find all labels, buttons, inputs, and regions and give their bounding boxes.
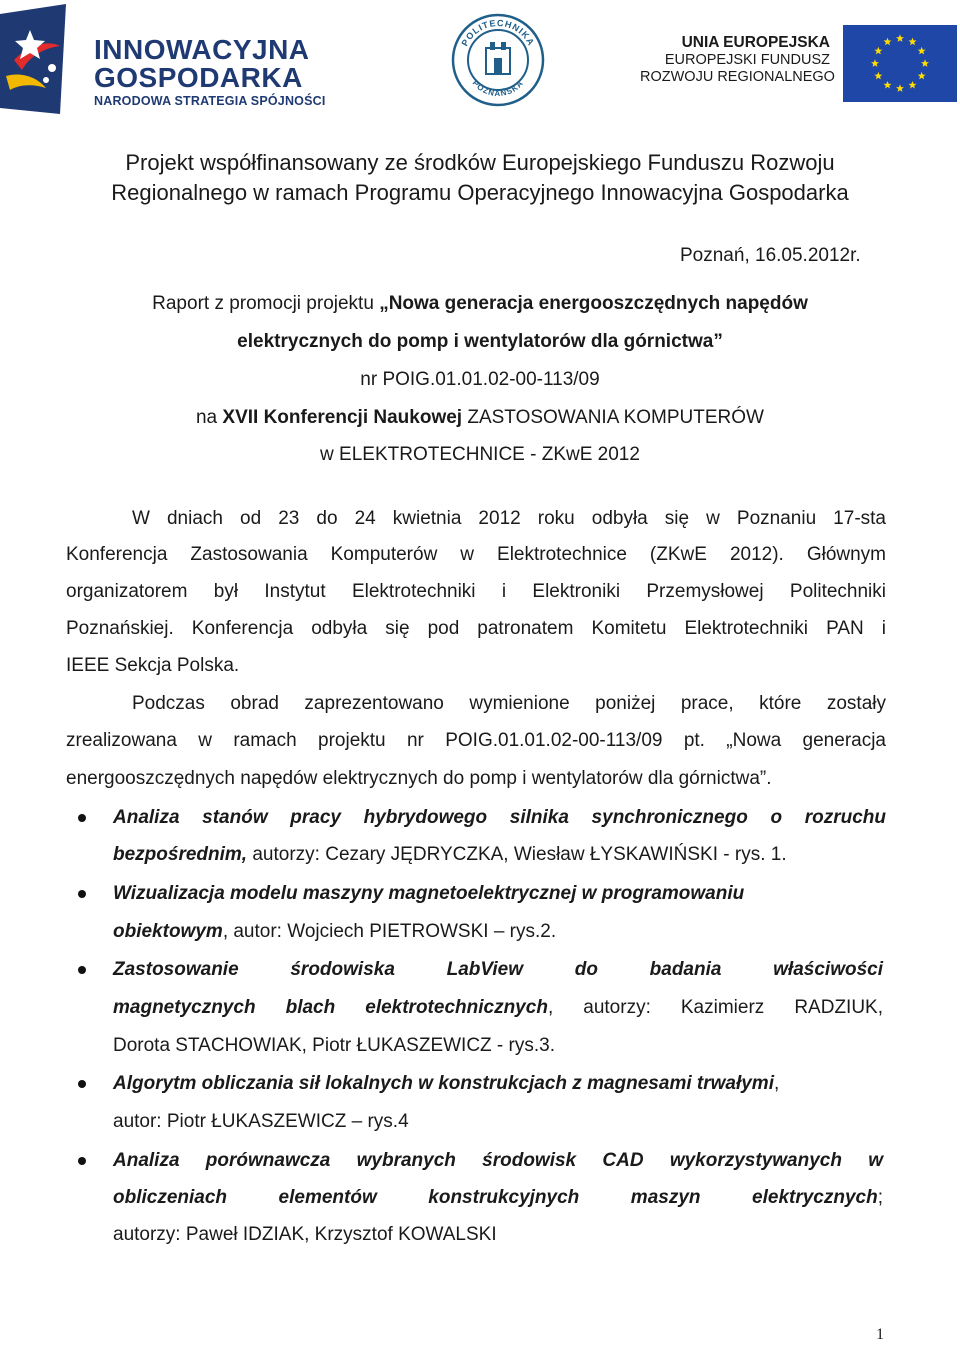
work-5-line-3: autorzy: Paweł IDZIAK, Krzysztof KOWALSKI xyxy=(113,1224,497,1245)
work-3-authors: , autorzy: Kazimierz RADZIUK, xyxy=(547,997,884,1018)
p1-line-1: W dniach od 23 do 24 kwietnia 2012 roku odbyła się w Poznaniu 17-sta xyxy=(132,508,886,529)
conf-name: XVII Konferencji Naukowej xyxy=(222,407,463,428)
conference-line-2: w ELEKTROTECHNICE - ZKwE 2012 xyxy=(320,444,640,465)
innowacyjna-gospodarka-logo xyxy=(0,4,340,114)
project-name-part-1: „Nowa generacja energooszczędnych napędów xyxy=(379,293,808,314)
title-prefix: Raport z promocji projektu xyxy=(152,293,380,314)
conf-suffix: ZASTOSOWANIA KOMPUTERÓW xyxy=(462,407,764,428)
p1-line-5: IEEE Sekcja Polska. xyxy=(66,655,240,676)
p1-line-2: Konferencja Zastosowania Komputerów w Elektrotechnice (ZKwE 2012). Głównym xyxy=(66,544,886,565)
work-5-title-line-1: Analiza porównawcza wybranych środowisk CAD wykorzystywanych w xyxy=(113,1150,883,1171)
eu-line2: EUROPEJSKI FUNDUSZ xyxy=(664,52,830,68)
bullet-icon xyxy=(78,1080,86,1088)
svg-text:POLITECHNIKA xyxy=(459,18,536,48)
pp-logo-top-text: POLITECHNIKA xyxy=(459,17,537,48)
eu-line1: UNIA EUROPEJSKA xyxy=(681,34,830,51)
work-4-line-1 xyxy=(113,1072,779,1096)
work-3-title-line-1: Zastosowanie środowiska LabView do badania właściwości xyxy=(113,959,883,980)
p2-line-2: zrealizowana w ramach projektu nr POIG.01.01.02-00-113/09 pt. „Nowa generacja xyxy=(66,730,886,751)
work-5-title-line-2: obliczeniach elementów konstrukcyjnych maszyn elektrycznych xyxy=(113,1187,878,1208)
work-1-authors: autorzy: Cezary JĘDRYCZKA, Wiesław ŁYSKAWIŃSKI - rys. 1. xyxy=(247,844,787,865)
pp-logo-bottom-text: POZNAŃSKA xyxy=(470,78,526,99)
work-3-title-line-2: magnetycznych blach elektrotechnicznych xyxy=(113,997,548,1018)
document-date: Poznań, 16.05.2012r. xyxy=(680,245,861,266)
work-5-semicolon: ; xyxy=(877,1187,883,1208)
politechnika-poznanska-logo-icon xyxy=(450,12,546,108)
eu-line3: ROZWOJU REGIONALNEGO xyxy=(640,69,835,85)
project-name-part-2: elektrycznych do pomp i wentylatorów dla górnictwa” xyxy=(237,331,723,352)
conf-prefix: na xyxy=(195,407,223,428)
work-4-title-line-1: Algorytm obliczania sił lokalnych w konstrukcjach z magnesami trwałymi xyxy=(113,1073,774,1094)
page-header xyxy=(0,0,960,120)
bullet-icon xyxy=(78,890,86,898)
ig-line3: NARODOWA STRATEGIA SPÓJNOŚCI xyxy=(94,94,326,108)
bullet-icon xyxy=(78,1157,86,1165)
work-5-line-2 xyxy=(113,1186,883,1210)
ig-line2: GOSPODARKA xyxy=(94,62,303,93)
p2-line-1: Podczas obrad zaprezentowano wymienione poniżej prace, które zostały xyxy=(132,693,886,714)
cofinance-line-2: Regionalnego w ramach Programu Operacyjnego Innowacyjna Gospodarka xyxy=(111,180,849,205)
ig-line1: INNOWACYJNA xyxy=(94,34,310,65)
work-4-comma: , xyxy=(773,1073,780,1094)
work-4-line-2: autor: Piotr ŁUKASZEWICZ – rys.4 xyxy=(113,1111,409,1132)
cofinance-line-1: Projekt współfinansowany ze środków Europejskiego Funduszu Rozwoju xyxy=(125,150,835,175)
p1-line-3: organizatorem był Instytut Elektrotechniki i Elektroniki Przemysłowej Politechniki xyxy=(66,581,886,602)
work-3-line-2 xyxy=(113,996,883,1020)
work-2-title-line-1: Wizualizacja modelu maszyny magnetoelektrycznej w programowaniu xyxy=(113,883,745,904)
project-number: nr POIG.01.01.02-00-113/09 xyxy=(360,369,600,390)
svg-text:POZNAŃSKA xyxy=(471,78,526,98)
work-1-title-line-1: Analiza stanów pracy hybrydowego silnika synchronicznego o rozruchu xyxy=(113,807,886,828)
report-title-line-1 xyxy=(0,292,960,316)
bullet-icon xyxy=(78,966,86,974)
work-1-title-line-2: bezpośrednim, xyxy=(113,844,248,865)
p1-line-4: Poznańskiej. Konferencja odbyła się pod patronatem Komitetu Elektrotechniki PAN i xyxy=(66,618,886,639)
work-1-line-2 xyxy=(113,843,787,867)
page-number: 1 xyxy=(876,1326,884,1343)
work-2-line-2 xyxy=(113,920,556,944)
work-2-title-line-2: obiektowym xyxy=(113,921,223,942)
work-3-line-3: Dorota STACHOWIAK, Piotr ŁUKASZEWICZ - rys.3. xyxy=(113,1035,555,1056)
work-2-authors: , autor: Wojciech PIETROWSKI – rys.2. xyxy=(222,921,557,942)
ig-star-mark-icon xyxy=(0,4,78,114)
bullet-icon xyxy=(78,814,86,822)
p2-line-3: energooszczędnych napędów elektrycznych do pomp i wentylatorów dla górnictwa”. xyxy=(66,768,772,789)
eu-fund-text xyxy=(640,34,835,86)
conference-line-1 xyxy=(0,406,960,430)
eu-flag-icon xyxy=(843,25,957,102)
